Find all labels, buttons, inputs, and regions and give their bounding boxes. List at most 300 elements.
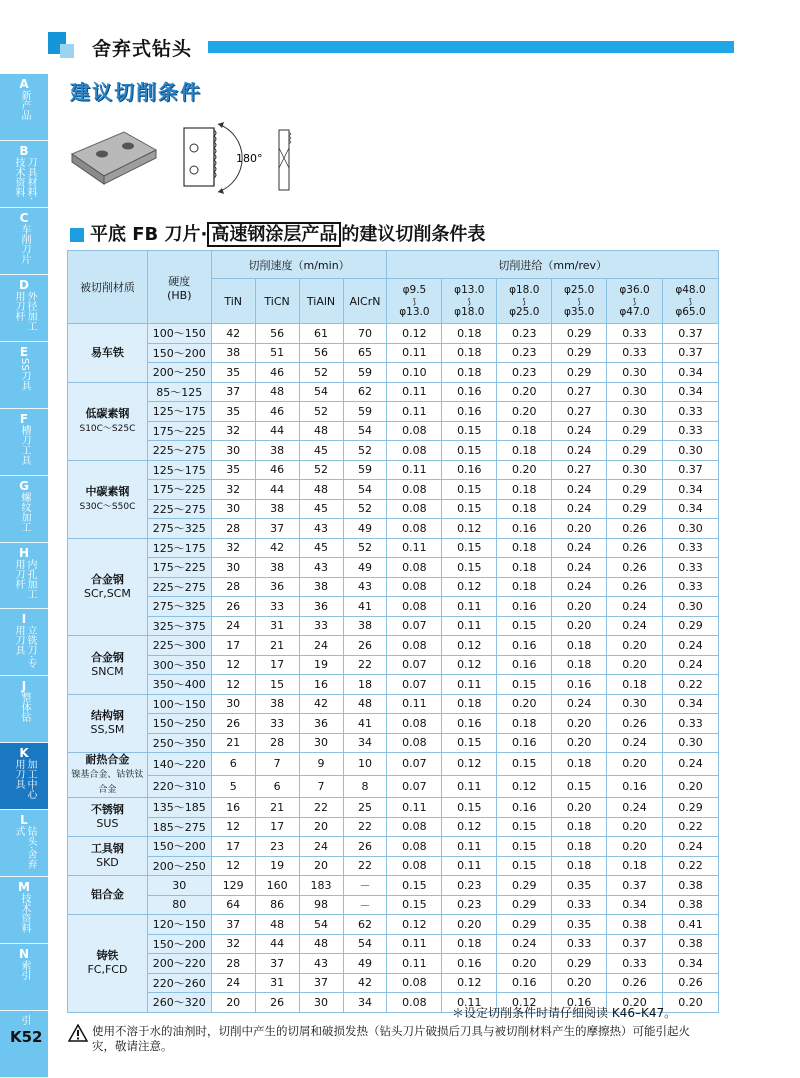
speed-cell: 52 <box>299 363 343 383</box>
speed-cell: 45 <box>299 538 343 558</box>
table-row <box>68 694 719 714</box>
hardness-cell: 125～175 <box>147 538 211 558</box>
page-subtitle: 建议切削条件 <box>70 80 202 104</box>
feed-cell: 0.18 <box>442 343 497 363</box>
material-name: 中碳素钢 <box>85 484 130 498</box>
table-row <box>68 915 719 935</box>
side-tab-h[interactable] <box>0 543 48 610</box>
side-tab-label: SS刀具 <box>19 357 30 391</box>
speed-cell: 38 <box>255 694 299 714</box>
hardness-cell: 225～275 <box>147 577 211 597</box>
diameter-from: φ48.0 <box>675 283 706 296</box>
feed-cell: 0.20 <box>497 460 552 480</box>
side-tab-c[interactable] <box>0 208 48 275</box>
speed-cell: 35 <box>211 363 255 383</box>
section-title-boxed: 高速钢涂层产品 <box>207 222 341 247</box>
speed-cell: 18 <box>343 675 387 695</box>
range-tilde-icon: ⟆ <box>522 296 526 306</box>
feed-cell: 0.26 <box>662 973 718 993</box>
speed-cell: 38 <box>299 577 343 597</box>
feed-cell: 0.20 <box>497 694 552 714</box>
feed-cell: 0.08 <box>387 519 442 539</box>
feed-cell: 0.16 <box>497 636 552 656</box>
speed-cell: 30 <box>299 993 343 1013</box>
speed-cell: 20 <box>211 993 255 1013</box>
speed-cell: 22 <box>343 817 387 837</box>
header-speed-alcrn: AlCrN <box>343 279 387 324</box>
feed-cell: 0.15 <box>442 798 497 818</box>
feed-cell: 0.30 <box>607 694 663 714</box>
feed-cell: 0.20 <box>607 753 663 776</box>
table-row <box>68 402 719 422</box>
feed-cell: 0.20 <box>497 954 552 974</box>
speed-cell: 43 <box>343 577 387 597</box>
speed-cell: 12 <box>211 817 255 837</box>
speed-cell: 86 <box>255 895 299 915</box>
header-feed-diameter <box>497 279 552 324</box>
feed-cell: 0.34 <box>662 480 718 500</box>
feed-cell: 0.12 <box>442 577 497 597</box>
speed-cell: 31 <box>255 616 299 636</box>
speed-cell: 30 <box>211 499 255 519</box>
feed-cell: 0.16 <box>442 460 497 480</box>
feed-cell: 0.29 <box>607 441 663 461</box>
hardness-cell: 300～350 <box>147 655 211 675</box>
speed-cell: 26 <box>343 636 387 656</box>
speed-cell: 26 <box>343 837 387 857</box>
feed-cell: 0.20 <box>607 837 663 857</box>
section-title <box>70 220 485 246</box>
table-row <box>68 616 719 636</box>
speed-cell: 54 <box>299 382 343 402</box>
feed-cell: 0.20 <box>607 655 663 675</box>
feed-cell: 0.16 <box>442 954 497 974</box>
speed-cell: 41 <box>343 597 387 617</box>
hardness-cell: 250～350 <box>147 733 211 753</box>
feed-cell: 0.18 <box>552 655 607 675</box>
feed-cell: 0.11 <box>442 993 497 1013</box>
side-tab-f[interactable] <box>0 409 48 476</box>
speed-cell: 30 <box>299 733 343 753</box>
diameter-to: φ25.0 <box>509 305 540 318</box>
range-tilde-icon: ⟆ <box>467 296 471 306</box>
feed-cell: 0.38 <box>607 915 663 935</box>
speed-cell: 32 <box>211 538 255 558</box>
feed-cell: 0.30 <box>607 382 663 402</box>
table-row <box>68 324 719 344</box>
hardness-cell: 225～300 <box>147 636 211 656</box>
speed-cell: 12 <box>211 675 255 695</box>
speed-cell: 24 <box>211 973 255 993</box>
feed-cell: 0.35 <box>552 915 607 935</box>
header-hardness-line: (HB) <box>167 288 192 302</box>
speed-cell: 48 <box>299 421 343 441</box>
feed-cell: 0.24 <box>552 480 607 500</box>
speed-cell: 15 <box>255 675 299 695</box>
speed-cell: 54 <box>343 421 387 441</box>
feed-cell: 0.20 <box>552 519 607 539</box>
feed-cell: 0.34 <box>662 363 718 383</box>
header-cutting-speed: 切削速度（m/min） <box>211 251 387 279</box>
feed-cell: 0.27 <box>552 382 607 402</box>
side-tab-j[interactable] <box>0 676 48 743</box>
feed-cell: 0.24 <box>662 655 718 675</box>
speed-cell: 32 <box>211 480 255 500</box>
feed-cell: 0.33 <box>607 324 663 344</box>
feed-cell: 0.24 <box>552 577 607 597</box>
table-row <box>68 421 719 441</box>
table-row <box>68 973 719 993</box>
feed-cell: 0.08 <box>387 817 442 837</box>
hardness-cell: 80 <box>147 895 211 915</box>
speed-cell: 38 <box>255 558 299 578</box>
feed-cell: 0.37 <box>662 343 718 363</box>
feed-cell: 0.26 <box>607 973 663 993</box>
feed-cell: 0.10 <box>387 363 442 383</box>
feed-cell: 0.20 <box>552 597 607 617</box>
table-row <box>68 460 719 480</box>
hardness-cell: 175～225 <box>147 421 211 441</box>
hardness-cell: 200～250 <box>147 856 211 876</box>
diameter-from: φ36.0 <box>619 283 650 296</box>
feed-cell: 0.15 <box>552 775 607 798</box>
feed-cell: 0.38 <box>662 934 718 954</box>
feed-cell: 0.08 <box>387 973 442 993</box>
side-tab-d[interactable] <box>0 275 48 342</box>
hardness-cell: 220～260 <box>147 973 211 993</box>
table-row <box>68 480 719 500</box>
feed-cell: 0.08 <box>387 597 442 617</box>
feed-cell: 0.15 <box>497 817 552 837</box>
table-row <box>68 538 719 558</box>
diameter-to: φ47.0 <box>619 305 650 318</box>
speed-cell: 34 <box>343 993 387 1013</box>
feed-cell: 0.15 <box>497 837 552 857</box>
header-speed-tin: TiN <box>211 279 255 324</box>
speed-cell: 23 <box>255 837 299 857</box>
feed-cell: 0.15 <box>442 538 497 558</box>
side-tab-label: 新产品 <box>19 90 30 120</box>
feed-cell: 0.18 <box>497 499 552 519</box>
header-feed-diameter <box>607 279 663 324</box>
hardness-cell: 150～200 <box>147 934 211 954</box>
material-cell <box>68 876 148 915</box>
feed-cell: 0.23 <box>497 363 552 383</box>
speed-cell: 37 <box>255 519 299 539</box>
speed-cell: 41 <box>343 714 387 734</box>
feed-cell: 0.33 <box>552 934 607 954</box>
hardness-cell: 175～225 <box>147 480 211 500</box>
side-tab-n[interactable] <box>0 944 48 1011</box>
speed-cell: 33 <box>255 597 299 617</box>
feed-cell: 0.16 <box>497 973 552 993</box>
feed-cell: 0.22 <box>662 817 718 837</box>
speed-cell: 17 <box>211 636 255 656</box>
table-row <box>68 733 719 753</box>
speed-cell: 160 <box>255 876 299 896</box>
side-tab-label: 刀具材料·技术资料 <box>13 156 36 201</box>
side-tab-e[interactable] <box>0 342 48 409</box>
speed-cell: 38 <box>255 499 299 519</box>
insert-3d-illustration <box>68 128 160 188</box>
table-row <box>68 753 719 776</box>
speed-cell: 56 <box>255 324 299 344</box>
side-tab-label: 立铣刀·专用刀具 <box>13 625 36 669</box>
side-tab-letter: C <box>19 210 29 225</box>
speed-cell: 7 <box>255 753 299 776</box>
side-tab-a[interactable] <box>0 74 48 141</box>
feed-cell: 0.27 <box>552 402 607 422</box>
hardness-cell: 275～325 <box>147 519 211 539</box>
speed-cell: 42 <box>299 694 343 714</box>
feed-cell: 0.18 <box>552 753 607 776</box>
side-tab-b[interactable] <box>0 141 48 208</box>
side-tab-g[interactable] <box>0 476 48 543</box>
material-name: 工具钢 <box>90 842 124 855</box>
feed-cell: 0.30 <box>662 519 718 539</box>
feed-cell: 0.07 <box>387 616 442 636</box>
hardness-cell: 150～200 <box>147 343 211 363</box>
material-name: 合金钢 <box>90 650 124 664</box>
side-tab-k[interactable] <box>0 743 48 810</box>
feed-cell: 0.34 <box>662 499 718 519</box>
speed-cell: 34 <box>343 733 387 753</box>
material-cell <box>68 636 148 695</box>
feed-cell: 0.15 <box>442 499 497 519</box>
material-grade: FC,FCD <box>87 963 128 977</box>
feed-cell: 0.18 <box>607 856 663 876</box>
side-tab-label: 螺纹加工 <box>19 491 30 532</box>
feed-cell: 0.08 <box>387 421 442 441</box>
speed-cell: 35 <box>211 460 255 480</box>
hardness-cell: 150～200 <box>147 837 211 857</box>
feed-cell: 0.15 <box>387 876 442 896</box>
feed-cell: 0.29 <box>552 363 607 383</box>
speed-cell: 26 <box>211 714 255 734</box>
header-cutting-feed: 切削进给（mm/rev） <box>387 251 719 279</box>
feed-cell: 0.37 <box>607 934 663 954</box>
material-name: 合金钢 <box>90 572 124 586</box>
feed-cell: 0.07 <box>387 675 442 695</box>
cutting-conditions-table <box>67 250 719 1013</box>
speed-cell: 21 <box>255 636 299 656</box>
material-name: 铝合金 <box>90 888 124 901</box>
speed-cell: 54 <box>299 915 343 935</box>
header-feed-diameter <box>442 279 497 324</box>
feed-cell: 0.34 <box>662 954 718 974</box>
range-tilde-icon: ⟆ <box>577 296 581 306</box>
speed-cell: 42 <box>255 538 299 558</box>
hardness-cell: 30 <box>147 876 211 896</box>
hardness-cell: 200～220 <box>147 954 211 974</box>
header-feed-diameter <box>662 279 718 324</box>
hardness-cell: 150～250 <box>147 714 211 734</box>
speed-cell: 36 <box>299 597 343 617</box>
feed-cell: 0.16 <box>497 655 552 675</box>
speed-cell: 54 <box>343 934 387 954</box>
side-tab-label: 外径加工用刀杆 <box>13 290 36 331</box>
table-row <box>68 856 719 876</box>
feed-cell: 0.15 <box>497 675 552 695</box>
feed-cell: 0.20 <box>497 402 552 422</box>
range-tilde-icon: ⟆ <box>688 296 693 306</box>
feed-cell: 0.22 <box>662 856 718 876</box>
feed-cell: 0.12 <box>497 993 552 1013</box>
speed-cell: 28 <box>211 954 255 974</box>
feed-cell: 0.08 <box>387 441 442 461</box>
speed-cell: 65 <box>343 343 387 363</box>
feed-cell: 0.35 <box>552 876 607 896</box>
diameter-from: φ9.5 <box>402 283 427 296</box>
feed-cell: 0.20 <box>662 775 718 798</box>
hardness-cell: 100～150 <box>147 324 211 344</box>
feed-cell: 0.30 <box>607 363 663 383</box>
speed-cell: 183 <box>299 876 343 896</box>
speed-cell: 33 <box>299 616 343 636</box>
speed-cell: 26 <box>255 993 299 1013</box>
table-row <box>68 775 719 798</box>
speed-cell: 24 <box>211 616 255 636</box>
speed-cell: 36 <box>255 577 299 597</box>
material-cell <box>68 798 148 837</box>
feed-cell: 0.18 <box>497 421 552 441</box>
side-tab-strip <box>0 74 48 1078</box>
feed-cell: 0.11 <box>442 597 497 617</box>
feed-cell: 0.37 <box>662 324 718 344</box>
feed-cell: 0.26 <box>607 577 663 597</box>
feed-cell: 0.11 <box>387 934 442 954</box>
feed-cell: 0.33 <box>607 954 663 974</box>
side-tab-letter: N <box>18 947 30 962</box>
speed-cell: 25 <box>343 798 387 818</box>
material-grade: SCr,SCM <box>84 586 131 600</box>
feed-cell: 0.26 <box>607 558 663 578</box>
speed-cell: 46 <box>255 363 299 383</box>
feed-cell: 0.18 <box>497 577 552 597</box>
material-grade: 镍基合金、钴铁钛合金 <box>71 770 144 795</box>
feed-cell: 0.18 <box>552 856 607 876</box>
feed-cell: 0.11 <box>387 402 442 422</box>
feed-cell: 0.24 <box>552 441 607 461</box>
side-tab-i[interactable] <box>0 609 48 676</box>
feed-cell: 0.18 <box>442 324 497 344</box>
side-tab-label: 槽刀工具 <box>19 424 30 465</box>
feed-cell: 0.18 <box>442 934 497 954</box>
speed-cell: 129 <box>211 876 255 896</box>
feed-cell: 0.16 <box>442 402 497 422</box>
speed-cell: 45 <box>299 499 343 519</box>
speed-cell: 52 <box>343 538 387 558</box>
speed-cell: 44 <box>255 480 299 500</box>
speed-cell: 52 <box>299 460 343 480</box>
feed-cell: 0.30 <box>607 460 663 480</box>
section-title-suffix: 的建议切削条件表 <box>341 224 486 245</box>
header-bar <box>208 41 734 53</box>
reference-note: ＊设定切削条件时请仔细阅读 K46–K47。 <box>452 1006 677 1020</box>
speed-cell: － <box>343 895 387 915</box>
speed-cell: 43 <box>299 954 343 974</box>
side-tab-letter: I <box>21 612 27 627</box>
speed-cell: 48 <box>255 382 299 402</box>
material-grade: SKD <box>96 856 119 869</box>
feed-cell: 0.16 <box>552 675 607 695</box>
feed-cell: 0.12 <box>387 324 442 344</box>
feed-cell: 0.11 <box>387 694 442 714</box>
material-cell <box>68 460 148 538</box>
speed-cell: 44 <box>255 421 299 441</box>
feed-cell: 0.08 <box>387 856 442 876</box>
speed-cell: 28 <box>211 577 255 597</box>
speed-cell: 22 <box>343 856 387 876</box>
feed-cell: 0.24 <box>552 499 607 519</box>
side-tab-m[interactable] <box>0 877 48 944</box>
speed-cell: 37 <box>211 915 255 935</box>
feed-cell: 0.23 <box>497 324 552 344</box>
header-title: 舍弃式钻头 <box>92 38 193 60</box>
side-tab-label: 内孔加工用刀杆 <box>13 558 36 599</box>
feed-cell: 0.18 <box>497 558 552 578</box>
material-cell <box>68 538 148 636</box>
feed-cell: 0.18 <box>552 837 607 857</box>
speed-cell: 21 <box>255 798 299 818</box>
side-tab-letter: G <box>19 478 29 493</box>
header-hardness-line: 硬度 <box>168 274 191 288</box>
speed-cell: 52 <box>299 402 343 422</box>
feed-cell: 0.08 <box>387 480 442 500</box>
speed-cell: 16 <box>299 675 343 695</box>
side-tab-letter: B <box>19 143 29 158</box>
feed-cell: 0.33 <box>662 577 718 597</box>
speed-cell: 24 <box>299 636 343 656</box>
speed-cell: 17 <box>211 837 255 857</box>
feed-cell: 0.16 <box>442 382 497 402</box>
speed-cell: 28 <box>211 519 255 539</box>
feed-cell: 0.23 <box>442 895 497 915</box>
speed-cell: 32 <box>211 934 255 954</box>
feed-cell: 0.16 <box>607 775 663 798</box>
speed-cell: 43 <box>299 558 343 578</box>
speed-cell: 16 <box>211 798 255 818</box>
feed-cell: 0.20 <box>607 817 663 837</box>
hardness-cell: 260～320 <box>147 993 211 1013</box>
speed-cell: 59 <box>343 402 387 422</box>
header-hardness <box>147 251 211 324</box>
speed-cell: 49 <box>343 558 387 578</box>
feed-cell: 0.11 <box>442 856 497 876</box>
feed-cell: 0.20 <box>662 993 718 1013</box>
feed-cell: 0.18 <box>607 675 663 695</box>
feed-cell: 0.11 <box>387 343 442 363</box>
table-row <box>68 837 719 857</box>
speed-cell: 61 <box>299 324 343 344</box>
feed-cell: 0.07 <box>387 655 442 675</box>
side-tab-letter: H <box>18 545 30 560</box>
material-grade: S10C～S25C <box>79 423 136 434</box>
feed-cell: 0.08 <box>387 837 442 857</box>
table-row <box>68 934 719 954</box>
side-tab-letter: A <box>19 77 29 91</box>
side-tab-l[interactable] <box>0 810 48 877</box>
feed-cell: 0.12 <box>442 636 497 656</box>
speed-cell: － <box>343 876 387 896</box>
feed-cell: 0.26 <box>607 714 663 734</box>
range-tilde-icon: ⟆ <box>412 296 416 306</box>
feed-cell: 0.20 <box>497 382 552 402</box>
feed-cell: 0.11 <box>387 798 442 818</box>
feed-cell: 0.34 <box>662 694 718 714</box>
feed-cell: 0.12 <box>442 753 497 776</box>
speed-cell: 22 <box>299 798 343 818</box>
